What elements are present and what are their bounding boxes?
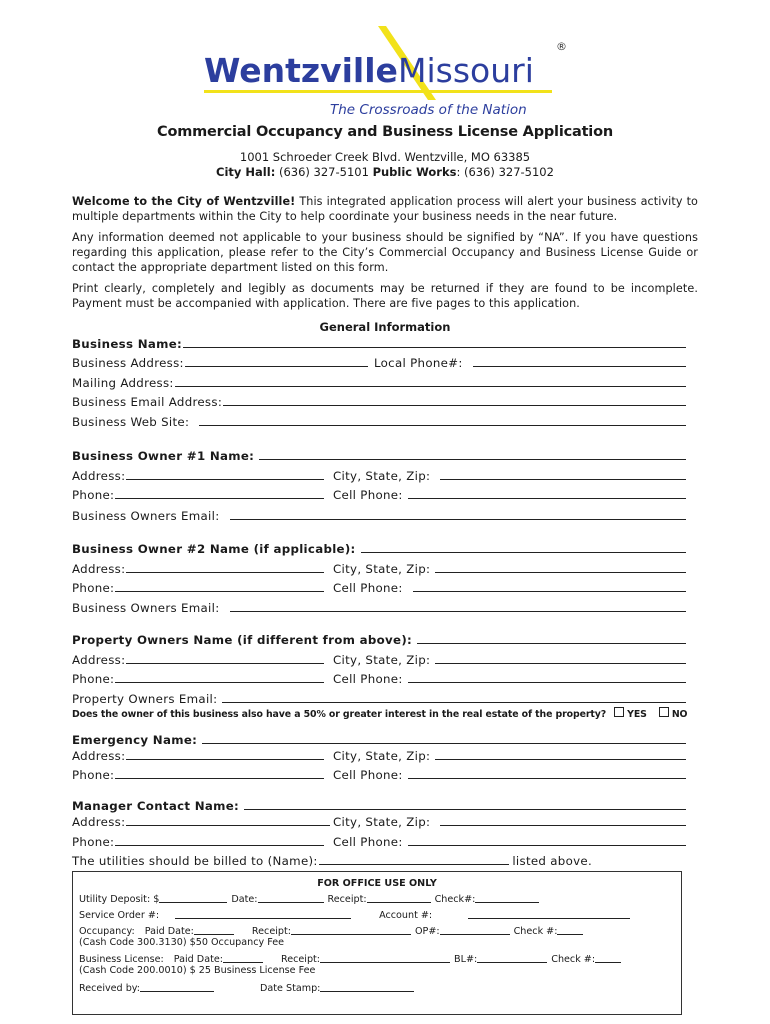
page-title: Commercial Occupancy and Business License Application [157, 124, 613, 140]
service-order-line[interactable]: Service Order #: Account #: [79, 910, 630, 921]
wentzville-logo [200, 26, 580, 118]
business-name-field[interactable]: Business Name: [72, 336, 686, 351]
yes-checkbox[interactable] [614, 707, 624, 717]
mailing-address-field[interactable]: Mailing Address: [72, 375, 686, 390]
city-address: 1001 Schroeder Creek Blvd. Wentzville, MO 63385 [239, 150, 531, 164]
manager-city-state-zip-field[interactable]: City, State, Zip: [333, 814, 686, 829]
utilities-billed-to-field[interactable]: The utilities should be billed to (Name): listed above. [72, 854, 592, 868]
emergency-cell-phone-field[interactable]: Cell Phone: [333, 767, 686, 782]
logo-tagline: The Crossroads of the Nation [330, 102, 527, 118]
owner2-email-field[interactable]: Business Owners Email: [72, 600, 686, 615]
owner1-name-field[interactable]: Business Owner #1 Name: [72, 448, 686, 463]
owner2-cell-phone-field[interactable]: Cell Phone: [333, 580, 686, 595]
property-owner-email-field[interactable]: Property Owners Email: [72, 691, 686, 706]
manager-phone-field[interactable]: Phone: [72, 834, 324, 849]
real-estate-interest-question: Does the owner of this business also have a 50% or greater interest in the real estate of the property? YES NO [72, 709, 688, 720]
no-checkbox[interactable] [659, 707, 669, 717]
manager-address-field[interactable]: Address: [72, 814, 330, 829]
contact-phones: City Hall: (636) 327-5101 Public Works: (636) 327-5102 [216, 165, 554, 179]
office-use-heading: FOR OFFICE USE ONLY [317, 878, 437, 889]
property-cell-phone-field[interactable]: Cell Phone: [333, 671, 686, 686]
occupancy-line[interactable]: Occupancy: Paid Date: Receipt: OP#: Check #: [79, 926, 583, 937]
office-use-box [72, 871, 682, 1015]
owner1-address-field[interactable]: Address: [72, 468, 324, 483]
property-phone-field[interactable]: Phone: [72, 671, 324, 686]
intro-paragraph-2: Any information deemed not applicable to your business should be signified by “NA”. If you have questions regarding this application, please refer to the City’s Commercial Occupancy and Business License Guide or contact the appropriate department listed on this form. [72, 231, 698, 274]
logo-word-wentzville: Wentzville [204, 51, 398, 90]
intro-paragraph-1: Welcome to the City of Wentzville! This integrated application process will alert your business activity to multiple departments within the City to help coordinate your business needs in the near future. [72, 195, 699, 223]
owner1-email-field[interactable]: Business Owners Email: [72, 508, 686, 523]
property-address-field[interactable]: Address: [72, 652, 324, 667]
property-owner-name-field[interactable]: Property Owners Name (if different from above): [72, 632, 686, 647]
received-by-line[interactable]: Received by: Date Stamp: [79, 983, 414, 994]
intro-paragraph-3: Print clearly, completely and legibly as documents may be returned if they are found to be incomplete. Payment must be accompanied with application. There are five pages to this application. [72, 282, 698, 310]
emergency-address-field[interactable]: Address: [72, 748, 324, 763]
emergency-name-field[interactable]: Emergency Name: [72, 732, 686, 747]
owner2-phone-field[interactable]: Phone: [72, 580, 324, 595]
owner1-cell-phone-field[interactable]: Cell Phone: [333, 487, 686, 502]
logo-word-missouri: Missouri [398, 51, 534, 90]
business-license-line[interactable]: Business License: Paid Date: Receipt: BL#: Check #: [79, 954, 621, 965]
general-info-heading: General Information [319, 320, 451, 334]
owner1-city-state-zip-field[interactable]: City, State, Zip: [333, 468, 686, 483]
emergency-phone-field[interactable]: Phone: [72, 767, 324, 782]
owner2-address-field[interactable]: Address: [72, 561, 324, 576]
cash-code-occupancy: (Cash Code 300.3130) $50 Occupancy Fee [79, 937, 285, 948]
business-address-field[interactable]: Business Address: [72, 355, 368, 370]
cash-code-business-license: (Cash Code 200.0010) $ 25 Business License Fee [79, 965, 316, 976]
business-web-site-field[interactable]: Business Web Site: [72, 414, 686, 429]
manager-name-field[interactable]: Manager Contact Name: [72, 798, 686, 813]
manager-cell-phone-field[interactable]: Cell Phone: [333, 834, 686, 849]
property-city-state-zip-field[interactable]: City, State, Zip: [333, 652, 686, 667]
owner2-city-state-zip-field[interactable]: City, State, Zip: [333, 561, 686, 576]
registered-mark: ® [556, 40, 567, 53]
utility-deposit-line[interactable]: Utility Deposit: $ Date: Receipt: Check#: [79, 894, 539, 905]
local-phone-field[interactable]: Local Phone#: [374, 355, 686, 370]
owner2-name-field[interactable]: Business Owner #2 Name (if applicable): [72, 541, 686, 556]
emergency-city-state-zip-field[interactable]: City, State, Zip: [333, 748, 686, 763]
business-email-field[interactable]: Business Email Address: [72, 394, 686, 409]
owner1-phone-field[interactable]: Phone: [72, 487, 324, 502]
